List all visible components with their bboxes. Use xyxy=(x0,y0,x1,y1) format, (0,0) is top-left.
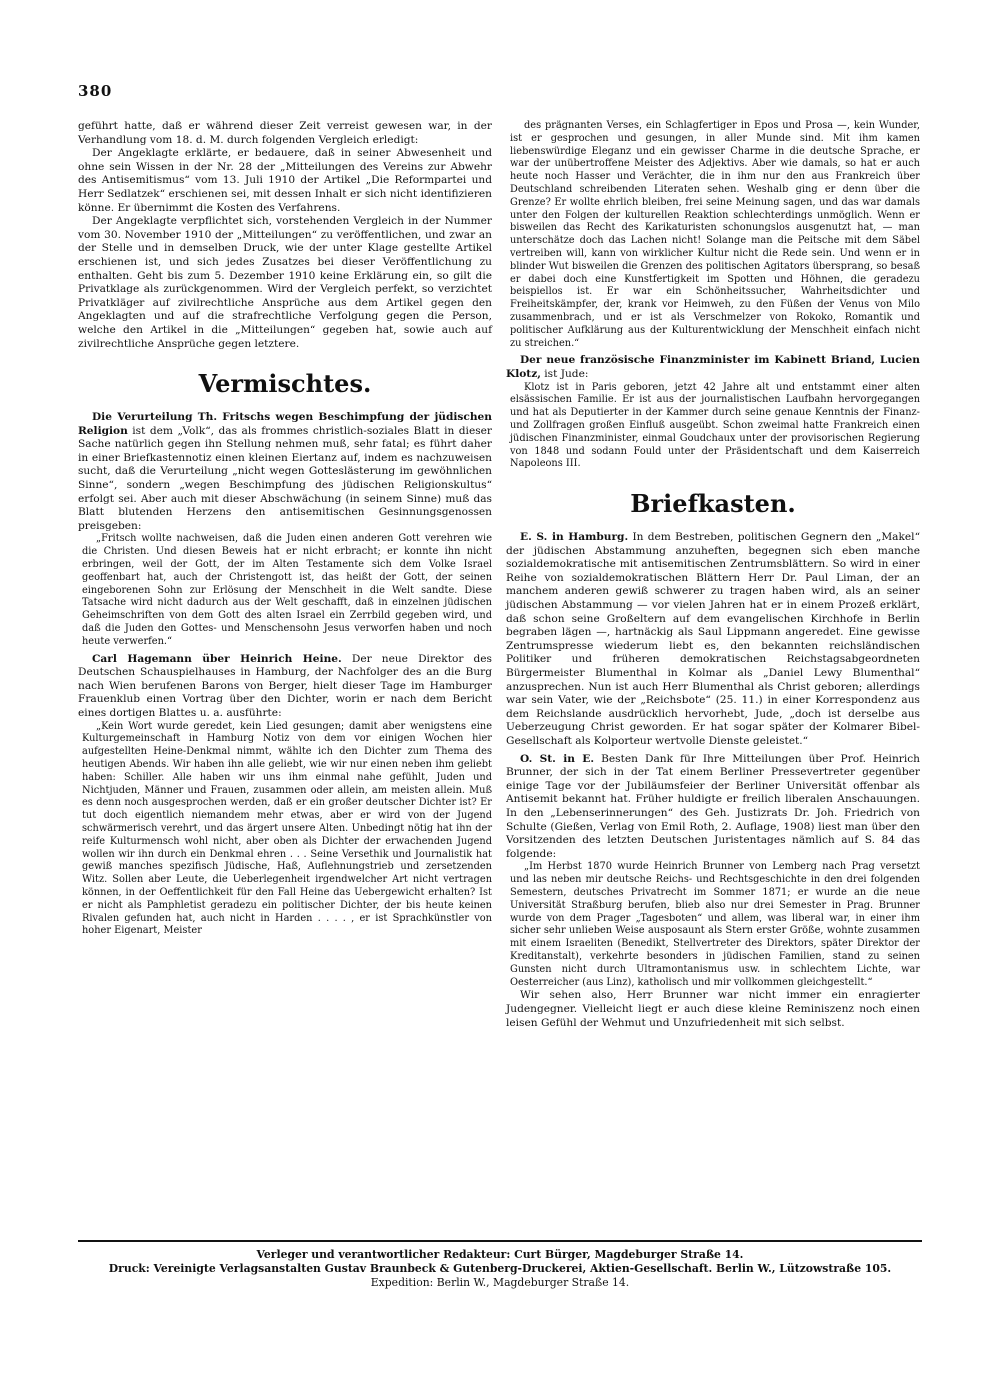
imprint-publisher: Verleger und verantwortlicher Redakteur: Curt Bürger, Magdeburger Straße 14. xyxy=(256,1248,744,1261)
left-column xyxy=(78,120,492,938)
klotz-article-lead: Der neue französische Finanzminister im Kabinett Briand, Lucien Klotz, xyxy=(506,354,920,380)
right-column xyxy=(506,120,920,1030)
imprint-printer: Druck: Vereinigte Verlagsanstalten Gustav Braunbeck & Gutenberg-Druckerei, Aktien-Gesellschaft. Berlin W., Lützowstraße 105. xyxy=(108,1262,892,1275)
fritsch-article xyxy=(78,411,492,533)
section-heading-briefkasten: Briefkasten. xyxy=(630,489,796,519)
letter-2-recipient: O. St. in E. xyxy=(520,752,595,765)
hagemann-article-lead: Carl Hagemann über Heinrich Heine. xyxy=(92,652,342,665)
imprint-footer xyxy=(78,1240,922,1290)
letter-1-text: In dem Bestreben, politischen Gegnern den „Makel“ der jüdischen Abstammung anzuheften, begegnen sich eben manche sozialdemokratische mit antisemitischen Zentrumsblättern. So wird in einer Reihe von sozialdemokratischen Blättern Herr Dr. Paul Liman, der an manchem anderen gewiß schwerer zu tragen haben wird, als an seiner jüdischen Abstammung — vor vielen Jahren hat er in einem Prozeß erklärt, daß schon seine Großeltern auf dem evangelischen Kirchhofe in Berlin begraben lägen —, hartnäckig als Saul Lippmann angeredet. Eine gewisse Zentrumspresse wiederum liebt es, den bekannten reichsländischen Politiker und früheren demokratischen Reichstagsabgeordneten Bürgermeister Blumenthal in Kolmar als „Daniel Lewy Blumenthal“ anzusprechen. Nun ist auch Herr Blumenthal als Christ geboren; allerdings war sein Vater, wie der „Reichsbote“ (25. 11.) in einer Korrespondenz aus dem Reichslande ausdrücklich hervorhebt, Jude, „doch ist derselbe aus Ueberzeugung Christ geworden. Er hat sogar später der Kolmarer Bibel-Gesellschaft als Kolporteur wertvolle Dienste geleistet.“ xyxy=(506,531,920,748)
settlement-intro: geführt hatte, daß er während dieser Zeit verreist gewesen war, in der Verhandlung vom 18. d. M. durch folgenden Vergleich erledigt: xyxy=(78,120,492,146)
hagemann-quote-continued: des prägnanten Verses, ein Schlagfertiger in Epos und Prosa —, kein Wunder, ist er gesprochen und gesungen, in aller Munde sind. Mit ihm kamen liebenswürdige Eleganz und ein gewisser Charme in die deutsche Sprache, er war der unübertroffene Meister des Adjektivs. Aber wie damals, so hat er auch heute noch Hasser und Verächter, die in ihm nur den aus Frankreich über Deutschland schreibenden Literaten sehen. Weshalb ging er denn über die Grenze? Er wollte ehrlich bleiben, frei seine Meinung sagen, und das war damals unter den Folgen der kulturellen Reaktion schlechterdings unmöglich. Wenn er bisweilen das Recht des Karikaturisten schonungslos ausgenutzt hat, — man unterschätze doch das Lachen nicht! Solange man die Peitsche mit dem Säbel vertreiben will, kann von wirklicher Kultur nicht die Rede sein. Und wenn er in blinder Wut bisweilen die Grenzen des politischen Agitators übersprang, so besaß er dabei doch eine Kunstfertigkeit im Spotten und Höhnen, die geradezu beispiellos ist. Er war ein Schönheitssucher, Wahrheitsdichter und Freiheitskämpfer, der, krank vor Heimweh, zu den Füßen der Venus von Milo zusammenbrach, und er ist als Verschmelzer von Rokoko, Romantik und politischer Aufklärung aus der Kulturentwicklung der Menschheit einfach nicht zu streichen.“ xyxy=(510,120,920,349)
klotz-text: Klotz ist in Paris geboren, jetzt 42 Jahre alt und entstammt einer alten elsässischen Familie. Er ist aus der journalistischen Laufbahn hervorgegangen und hat als Deputierter in der Kammer durch seine genaue Kenntnis der Finanz- und Zollfragen großen Einfluß ausgeübt. Schon zweimal hatte Frankreich einen jüdischen Finanzminister, einmal Goudchaux unter der provisorischen Regierung von 1848 und sodann Fould unter der Präsidentschaft und dem Kaiserreich Napoleons III. xyxy=(510,381,920,470)
letter-1 xyxy=(506,531,920,749)
fritsch-article-lead: Die Verurteilung Th. Fritschs wegen Beschimpfung der jüdischen Religion xyxy=(78,411,492,437)
letter-2 xyxy=(506,753,920,862)
settlement-obligation: Der Angeklagte verpflichtet sich, vorstehenden Vergleich in der Nummer vom 30. November 1910 der „Mitteilungen“ zu veröffentlichen, und zwar an der Stelle und in demselben Druck, wie der unter Klage gestellte Artikel erschienen ist, und sich jedes Zusatzes bei dieser Veröffentlichung zu enthalten. Geht bis zum 5. Dezember 1910 keine Erklärung ein, so gilt die Privatklage als zurückgenommen. Wird der Vergleich perfekt, so verzichtet Privatkläger auf zivilrechtliche Ansprüche aus dem Artikel gegen den Angeklagten und auf die strafrechtliche Verfolgung gegen die Person, welche den Artikel in die „Mitteilungen“ gegeben hat, sowie auch auf zivilrechtliche Ansprüche gegen letztere. xyxy=(78,215,492,350)
fritsch-article-text: ist dem „Volk“, das als frommes christlich-soziales Blatt in dieser Sache natürlich gegen ihn Stellung nehmen muß, sehr fatal; es führt daher in einer Briefkastennotiz einen kleinen Eiertanz auf, indem es nachzuweisen sucht, daß die Verurteilung „nicht wegen Gotteslästerung im gewöhnlichen Sinne“, sondern „wegen Beschimpfung des jüdischen Religionskultus“ erfolgt sei. Aber auch mit dieser Abschwächung (in seinem Sinne) muß das Blatt blutenden Herzens den antisemitischen Gesinnungsgenossen preisgeben: xyxy=(78,424,492,532)
imprint-expedition: Expedition: Berlin W., Magdeburger Straße 14. xyxy=(370,1276,630,1289)
letter-1-recipient: E. S. in Hamburg. xyxy=(520,531,629,544)
hagemann-article-text: Der neue Direktor des Deutschen Schauspielhauses in Hamburg, der Nachfolger des an die Burg nach Wien berufenen Barons von Berger, hielt dieser Tage im Hamburger Frauenklub einen Vortrag über den Dichter, worin er nach dem Bericht eines dortigen Blattes u. a. ausführte: xyxy=(78,652,492,719)
settlement-declaration: Der Angeklagte erklärte, er bedauere, daß in seiner Abwesenheit und ohne sein Wissen in der Nr. 28 der „Mitteilungen des Vereins zur Abwehr des Antisemitismus“ vom 13. Juli 1910 der Artikel „Die Reformpartei und Herr Sedlatzek“ erschienen sei, mit dessen Inhalt er sich nicht identifizieren könne. Er übernimmt die Kosten des Verfahrens. xyxy=(78,147,492,214)
hagemann-article xyxy=(78,653,492,721)
klotz-article xyxy=(506,354,920,381)
page-number: 380 xyxy=(78,82,113,100)
brunner-quote: „Im Herbst 1870 wurde Heinrich Brunner von Lemberg nach Prag versetzt und las neben mir deutsche Reichs- und Rechtsgeschichte in den drei folgenden Semestern, deutsches Privatrecht im Sommer 1871; er wurde an die neue Universität Straßburg berufen, blieb also nur drei Semester in Prag. Brunner wurde von dem Prager „Tagesboten“ und allem, was liberal war, in einer ihm sicher sehr unlieben Weise ausposaunt als Stern erster Größe, wohnte zusammen mit einem Israeliten (Benedikt, Stellvertreter des Direktors, später Direktor der Kreditanstalt), verkehrte besonders in jüdischen Familien, stand zu seinen Gunsten nicht durch Ultramontanismus usw. in schlechtem Lichte, war Oesterreicher (aus Linz), katholisch und mir vollkommen gleichgestellt.“ xyxy=(510,861,920,988)
section-heading-vermischtes: Vermischtes. xyxy=(198,369,372,399)
letter-2-closing: Wir sehen also, Herr Brunner war nicht immer ein enragierter Judengegner. Vielleicht liegt er auch diese kleine Reminiszenz noch einen leisen Gefühl der Wehmut und Unzufriedenheit mit sich selbst. xyxy=(506,989,920,1029)
hagemann-quote: „Kein Wort wurde geredet, kein Lied gesungen; damit aber wenigstens eine Kulturgemeinschaft in Hamburg Notiz von dem vor einigen Wochen hier aufgestellten Heine-Denkmal nimmt, wählte ich den Dichter zum Thema des heutigen Abends. Wir haben ihn alle geliebt, wie wir nur einen neben ihm geliebt haben: Schiller. Alle haben wir uns ihm einmal nahe gefühlt, Juden und Nichtjuden, Männer und Frauen, zusammen oder allein, am meisten allein. Muß es denn noch ausgesprochen werden, daß er ein großer deutscher Dichter ist? Er tut doch eigentlich niemandem mehr etwas, aber er wird von der Jugend schwärmerisch verehrt, und das ärgert unsere Alten. Unbedingt nötig hat ihn der reife Kulturmensch wohl nicht, aber oben als Dichter der erwachenden Jugend wollen wir ihn durch ein Denkmal ehren . . . Seine Versethik und Journalistik hat gewiß manches spezifisch Jüdische, Haß, Auflehnungstrieb und zersetzenden Witz. Sollen aber Leute, die Ueberlegenheit irgendwelcher Art nicht vertragen können, in der Oeffentlichkeit für den Fall Heine das Uebergewicht erhalten? Ist er nicht als Pamphletist geradezu ein politischer Dichter, der bis heute keinen Rivalen gefunden hat, auch nicht in Harden . . . . , er ist Sprachkünstler von hoher Eigenart, Meister xyxy=(82,720,492,937)
fritsch-quote: „Fritsch wollte nachweisen, daß die Juden einen anderen Gott verehren wie die Christen. Und diesen Beweis hat er nicht erbracht; er konnte ihn nicht erbringen, weil der Gott, der im Alten Testamente sich dem Volke Israel geoffenbart hat, auch der Christengott ist, das heißt der Gott, der seinen eingeborenen Sohn zur Erlösung der Menschheit in die Welt sandte. Diese Tatsache wird nicht dadurch aus der Welt geschafft, daß in einzelnen jüdischen Geheimschriften von dem Gott des alten Israel ein Zerrbild gegeben wird, und daß die Juden den Gottes- und Menschensohn Jesus verworfen haben und noch heute verwerfen.“ xyxy=(82,533,492,647)
klotz-article-lead-tail: ist Jude: xyxy=(544,367,589,380)
letter-2-text: Besten Dank für Ihre Mitteilungen über Prof. Heinrich Brunner, der sich in der Tat einem Berliner Pressevertreter gegenüber einige Tage vor der Jubiläumsfeier der Berliner Universität offenbar als Antisemit bekannt hat. Früher huldigte er freilich liberalen Anschauungen. In den „Lebenserinnerungen“ des Geh. Justizrats Dr. Joh. Friedrich von Schulte (Gießen, Verlag von Emil Roth, 2. Auflage, 1908) liest man über den Vorsitzenden des letzten Deutschen Juristentages nämlich auf S. 84 das folgende: xyxy=(506,752,920,860)
